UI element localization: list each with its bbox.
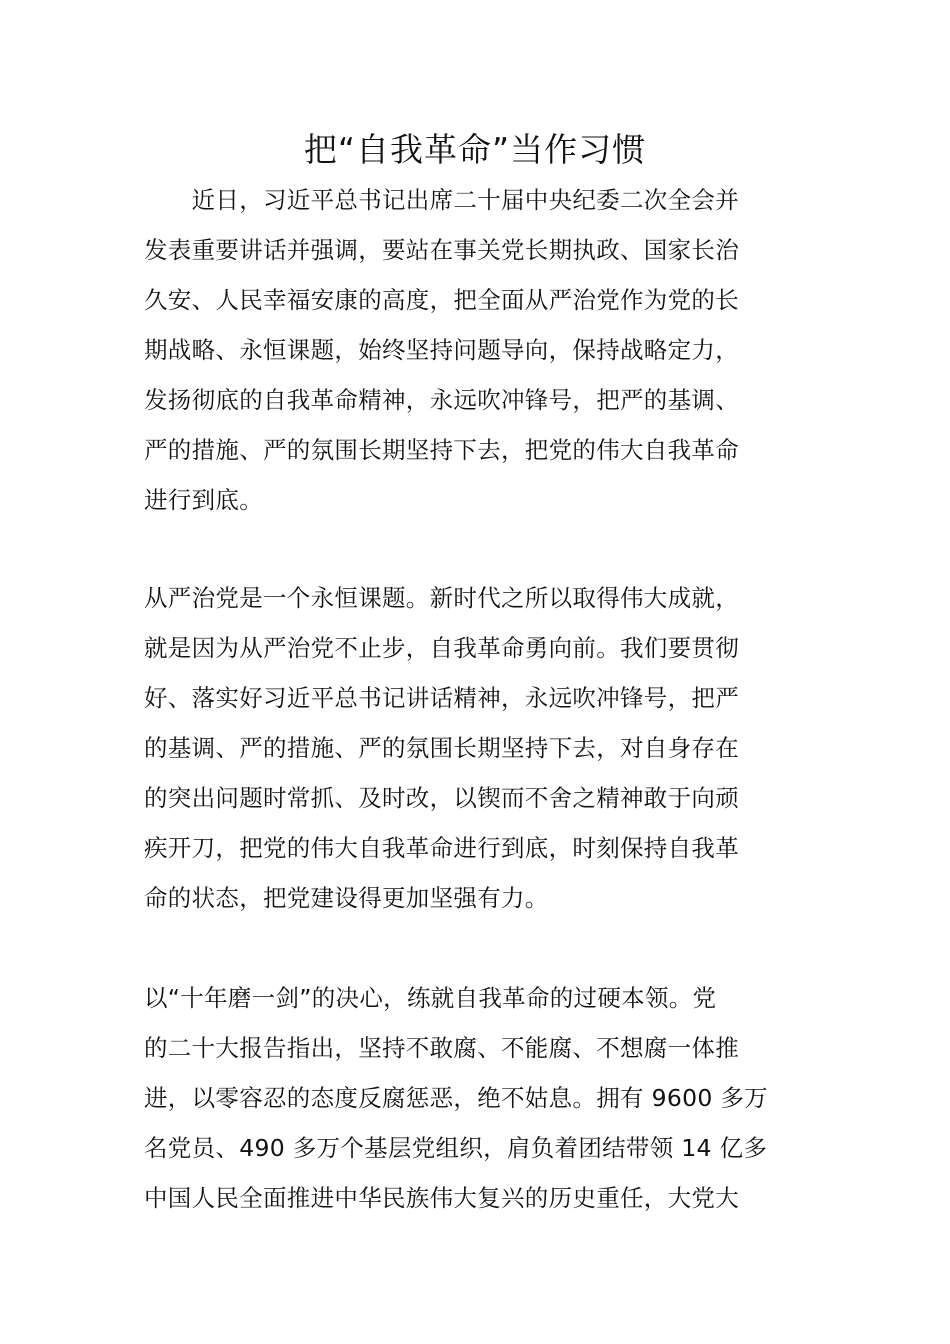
text-line: 就是因为从严治党不止步，自我革命勇向前。我们要贯彻 xyxy=(144,634,739,662)
text-line: 以“十年磨一剑”的决心，练就自我革命的过硬本领。党 xyxy=(144,984,717,1012)
text-line: 疾开刀，把党的伟大自我革命进行到底，时刻保持自我革 xyxy=(144,834,739,862)
text-line: 的突出问题时常抓、及时改，以锲而不舍之精神敢于向顽 xyxy=(144,784,739,812)
document-title: 把“自我革命”当作习惯 xyxy=(303,130,647,169)
text-line: 的基调、严的措施、严的氛围长期坚持下去，对自身存在 xyxy=(144,734,739,762)
paragraph-2 xyxy=(144,573,824,923)
text-line: 近日，习近平总书记出席二十届中央纪委二次全会并 xyxy=(144,186,739,214)
text-line: 命的状态，把党建设得更加坚强有力。 xyxy=(144,884,549,912)
paragraph-3 xyxy=(144,973,824,1223)
text-line: 进行到底。 xyxy=(144,486,263,514)
text-line: 进，以零容忍的态度反腐惩恶，绝不姑息。拥有 9600 多万 xyxy=(144,1084,768,1112)
text-line: 发扬彻底的自我革命精神，永远吹冲锋号，把严的基调、 xyxy=(144,386,739,414)
text-line: 好、落实好习近平总书记讲话精神，永远吹冲锋号，把严 xyxy=(144,684,739,712)
text-line: 期战略、永恒课题，始终坚持问题导向，保持战略定力， xyxy=(144,336,739,364)
paragraph-1 xyxy=(144,175,824,525)
text-line: 严的措施、严的氛围长期坚持下去，把党的伟大自我革命 xyxy=(144,436,739,464)
text-line: 名党员、490 多万个基层党组织，肩负着团结带领 14 亿多 xyxy=(144,1134,768,1162)
text-line: 中国人民全面推进中华民族伟大复兴的历史重任，大党大 xyxy=(144,1184,739,1212)
text-line: 从严治党是一个永恒课题。新时代之所以取得伟大成就， xyxy=(144,584,739,612)
text-line: 发表重要讲话并强调，要站在事关党长期执政、国家长治 xyxy=(144,236,739,264)
text-line: 的二十大报告指出，坚持不敢腐、不能腐、不想腐一体推 xyxy=(144,1034,739,1062)
text-line: 久安、人民幸福安康的高度，把全面从严治党作为党的长 xyxy=(144,286,739,314)
